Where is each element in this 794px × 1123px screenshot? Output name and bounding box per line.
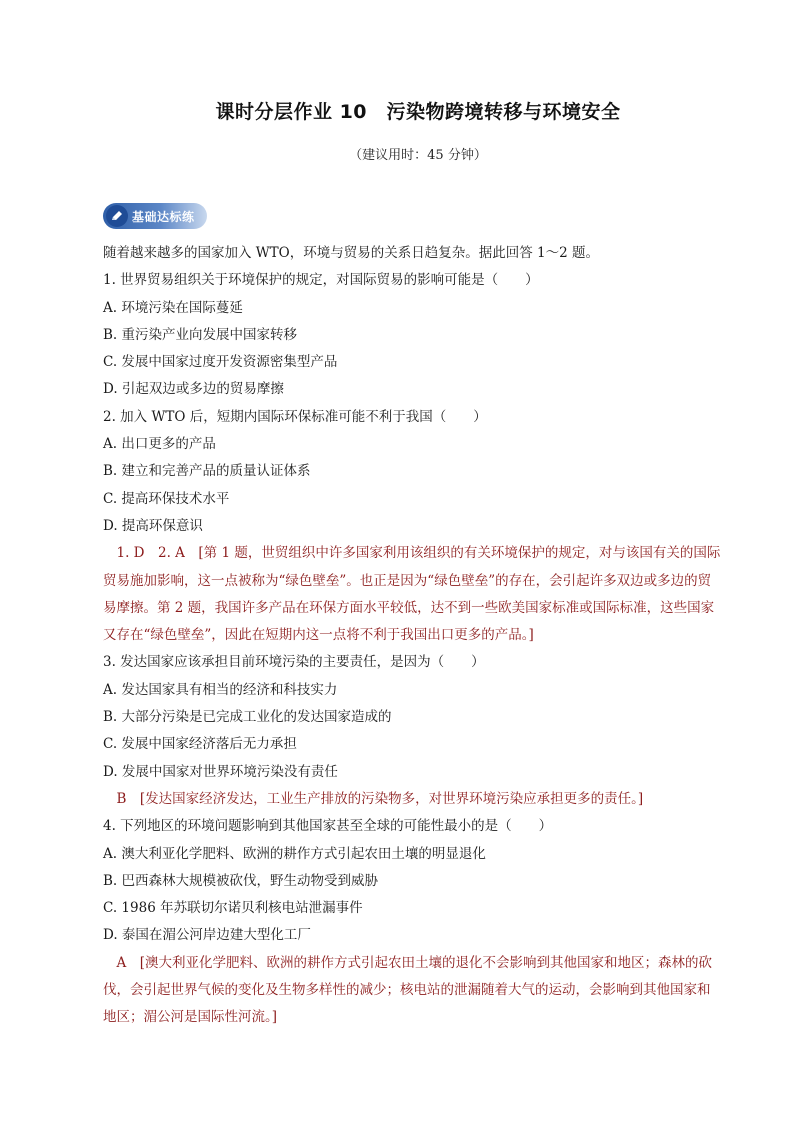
option-4a: A. 澳大利亚化学肥料、欧洲的耕作方式引起农田土壤的明显退化: [103, 845, 486, 862]
section-badge-label: 基础达标练: [132, 209, 195, 224]
option-3d: D. 发展中国家对世界环境污染没有责任: [103, 763, 338, 780]
option-2a: A. 出口更多的产品: [103, 436, 216, 453]
question-2: 2. 加入 WTO 后，短期内国际环保标准可能不利于我国（ ）: [103, 408, 487, 425]
option-4b: B. 巴西森林大规模被砍伐，野生动物受到威胁: [103, 872, 379, 889]
pencil-icon: [106, 205, 128, 227]
option-2c: C. 提高环保技术水平: [103, 490, 230, 507]
option-1b: B. 重污染产业向发展中国家转移: [103, 326, 298, 343]
answer-1-2: 1. D 2. A [第 1 题，世贸组织中许多国家利用该组织的有关环境保护的规定，对与该国有关的国际贸易施加影响，这一点被称为“绿色壁垒”。也正是因为“绿色壁垒”的存在，会引起许多双边或多边的贸易摩擦。第 2 题，我国许多产品在环保方面水平较低，达不到一些欧美国家标准或国际标准，这些国家又存在“绿色壁垒”，因此在短期内这一点将不利于我国出口更多的产品。]: [103, 545, 721, 644]
option-3b: B. 大部分污染是已完成工业化的发达国家造成的: [103, 709, 392, 726]
intro-line: 随着越来越多的国家加入 WTO，环境与贸易的关系日趋复杂。据此回答 1～2 题。: [103, 245, 599, 261]
option-1a: A. 环境污染在国际蔓延: [103, 299, 243, 316]
option-3c: C. 发展中国家经济落后无力承担: [103, 736, 297, 753]
option-1d: D. 引起双边或多边的贸易摩擦: [103, 381, 284, 398]
question-4: 4. 下列地区的环境问题影响到其他国家甚至全球的可能性最小的是（ ）: [103, 818, 553, 835]
option-1c: C. 发展中国家过度开发资源密集型产品: [103, 354, 338, 371]
page-title: 课时分层作业 10 污染物跨境转移与环境安全: [215, 101, 621, 123]
section-badge: [103, 203, 207, 229]
question-3: 3. 发达国家应该承担目前环境污染的主要责任，是因为（ ）: [103, 654, 485, 671]
answer-4: A [澳大利亚化学肥料、欧洲的耕作方式引起农田土壤的退化不会影响到其他国家和地区；森林的砍伐，会引起世界气候的变化及生物多样性的减少；核电站的泄漏随着大气的运动，会影响到其他国家和地区；湄公河是国际性河流。]: [103, 954, 713, 1026]
question-1: 1. 世界贸易组织关于环境保护的规定，对国际贸易的影响可能是（ ）: [103, 272, 539, 289]
exercise-body: [103, 240, 723, 1032]
option-4d: D. 泰国在湄公河岸边建大型化工厂: [103, 927, 311, 944]
option-3a: A. 发达国家具有相当的经济和科技实力: [103, 681, 338, 698]
option-4c: C. 1986 年苏联切尔诺贝利核电站泄漏事件: [103, 900, 363, 917]
option-2d: D. 提高环保意识: [103, 517, 203, 534]
answer-3: B [发达国家经济发达，工业生产排放的污染物多，对世界环境污染应承担更多的责任。]: [103, 790, 644, 807]
option-2b: B. 建立和完善产品的质量认证体系: [103, 463, 311, 480]
suggested-time: （建议用时：45 分钟）: [349, 148, 487, 163]
